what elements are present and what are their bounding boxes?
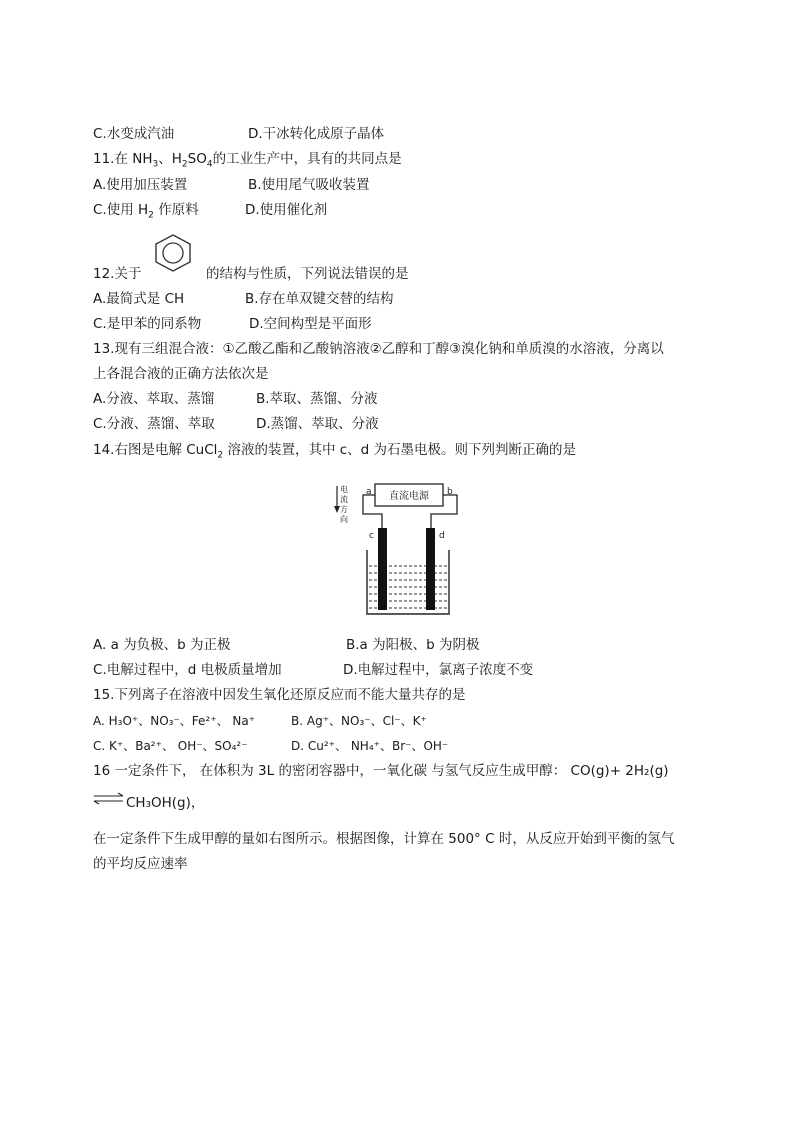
electrolysis-diagram (333, 478, 463, 618)
q15-option-a: A. H₃O⁺、NO₃⁻、Fe²⁺、 Na⁺ (93, 714, 256, 728)
q12-option-b: B.存在单双键交替的结构 (245, 291, 394, 307)
q15-option-b: B. Ag⁺、NO₃⁻、Cl⁻、K⁺ (291, 714, 427, 728)
q10-option-c: C.水变成汽油 (93, 126, 175, 142)
q15-option-d: D. Cu²⁺、 NH₄⁺、Br⁻、OH⁻ (291, 739, 449, 753)
q13-option-c: C.分液、蒸馏、萃取 (93, 416, 215, 432)
power-supply-label: 直流电源 (389, 491, 429, 502)
q14-option-c: C.电解过程中，d 电极质量增加 (93, 662, 282, 678)
q11-stem: 11.在 $NH_3$、$H_2SO_4$的工业生产中，具有的共同点是 (93, 151, 402, 170)
q12-option-d: D.空间构型是平面形 (249, 316, 372, 332)
current-label-2: 流 (340, 495, 348, 504)
q11-option-c: C.使用 $H_2$ 作原料 (93, 202, 199, 221)
electrode-d-label: d (439, 531, 445, 541)
terminal-b-label: b (447, 487, 453, 497)
q11-option-d: D.使用催化剂 (245, 202, 328, 218)
q16-stem-line4: 的平均反应速率 (93, 856, 188, 872)
equilibrium-arrow-icon (93, 792, 125, 806)
q11-option-a: A.使用加压装置 (93, 177, 188, 193)
q13-stem-line2: 上各混合液的正确方法依次是 (93, 366, 269, 382)
q14-option-b: B.a 为阳极、b 为阴极 (346, 637, 480, 653)
q13-option-a: A.分液、萃取、蒸馏 (93, 391, 215, 407)
q12-stem-suffix: 的结构与性质，下列说法错误的是 (206, 266, 409, 282)
electrode-c-label: c (369, 531, 374, 541)
q13-option-b: B.萃取、蒸馏、分液 (256, 391, 378, 407)
q12-option-c: C.是甲苯的同系物 (93, 316, 202, 332)
benzene-ring-icon (152, 233, 194, 273)
terminal-a-label: a (366, 487, 372, 497)
q16-stem-line3: 在一定条件下生成甲醇的量如右图所示。根据图像，计算在 500° C 时，从反应开始到平衡的氢气 (93, 831, 675, 847)
q16-stem-line2: CH₃OH(g)， (126, 795, 205, 811)
q14-option-a: A. a 为负极、b 为正极 (93, 637, 231, 653)
current-label-3: 方 (340, 505, 348, 514)
current-label-4: 向 (340, 515, 348, 524)
q13-stem-line1: 13.现有三组混合液：①乙酸乙酯和乙酸钠溶液②乙醇和丁醇③溴化钠和单质溴的水溶液，分离以 (93, 341, 664, 357)
current-label-1: 电 (340, 485, 348, 494)
q13-option-d: D.蒸馏、萃取、分液 (256, 416, 379, 432)
q12-option-a: A.最简式是 CH (93, 291, 185, 307)
q15-option-c: C. K⁺、Ba²⁺、 OH⁻、SO₄²⁻ (93, 739, 248, 753)
q14-stem: 14.右图是电解 CuCl$_2$ 溶液的装置，其中 c、d 为石墨电极。则下列判断正确的是 (93, 442, 577, 461)
q15-stem: 15.下列离子在溶液中因发生氧化还原反应而不能大量共存的是 (93, 687, 466, 703)
q14-option-d: D.电解过程中，氯离子浓度不变 (343, 662, 534, 678)
q10-option-d: D.干冰转化成原子晶体 (248, 126, 385, 142)
q11-option-b: B.使用尾气吸收装置 (248, 177, 370, 193)
q12-stem-prefix: 12.关于 (93, 266, 142, 282)
q16-stem-line1: 16 一定条件下， 在体积为 3L 的密闭容器中，一氧化碳 与氢气反应生成甲醇： CO(g)+ 2H₂(g) (93, 763, 669, 779)
